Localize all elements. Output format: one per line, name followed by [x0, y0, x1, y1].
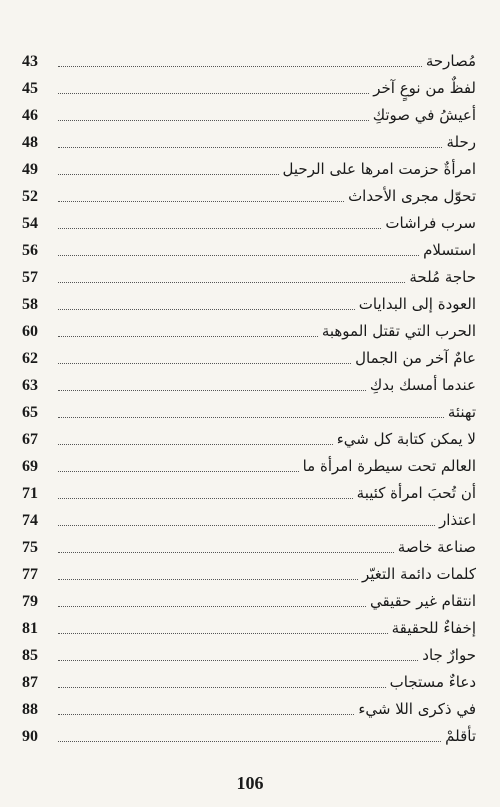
toc-entry — [22, 503, 476, 530]
toc-page-number: 60 — [22, 323, 38, 340]
dot-leader — [58, 741, 441, 742]
toc-title: كلمات دائمة التغيّر — [361, 565, 476, 583]
toc-title: استسلام — [423, 241, 476, 259]
dot-leader — [58, 282, 405, 283]
dot-leader — [58, 363, 351, 364]
toc-title: عندما أمسك بدكِ — [369, 376, 476, 394]
toc-entry — [22, 125, 476, 152]
toc-title: العودة إلى البدايات — [358, 295, 476, 313]
toc-page-number: 85 — [22, 647, 38, 664]
toc-title: مُصارحة — [425, 52, 476, 70]
toc-title: الحرب التي تقتل الموهبة — [321, 322, 476, 340]
toc-page-number: 45 — [22, 80, 38, 97]
toc-entry — [22, 476, 476, 503]
toc-entry — [22, 638, 476, 665]
dot-leader — [58, 525, 435, 526]
toc-entry — [22, 584, 476, 611]
toc-page-number: 56 — [22, 242, 38, 259]
toc-page-number: 90 — [22, 728, 38, 745]
toc-page-number: 87 — [22, 674, 38, 691]
toc-title: في ذكرى اللا شيء — [358, 700, 476, 718]
page-number: 106 — [236, 773, 264, 793]
toc-title: اعتذار — [439, 511, 476, 529]
toc-entry — [22, 179, 476, 206]
toc-title: تهنئة — [447, 403, 476, 421]
toc-entry — [22, 71, 476, 98]
toc-page-number: 58 — [22, 296, 38, 313]
toc-entry — [22, 287, 476, 314]
toc-entry — [22, 314, 476, 341]
toc-page-number: 52 — [22, 188, 38, 205]
toc-title: أن تُحبَ امرأة كئيبة — [356, 484, 476, 502]
dot-leader — [58, 93, 369, 94]
dot-leader — [58, 471, 299, 472]
toc-page-number: 43 — [22, 53, 38, 70]
toc-page-number: 65 — [22, 404, 38, 421]
toc-entry — [22, 341, 476, 368]
dot-leader — [58, 201, 344, 202]
toc-title: العالم تحت سيطرة امرأة ما — [302, 457, 476, 475]
dot-leader — [58, 120, 369, 121]
toc-title: حوارٌ جاد — [422, 646, 476, 664]
dot-leader — [58, 498, 353, 499]
toc-page-number: 54 — [22, 215, 38, 232]
toc-entry — [22, 152, 476, 179]
toc-entry — [22, 719, 476, 746]
toc-entry — [22, 368, 476, 395]
toc-page-number: 77 — [22, 566, 38, 583]
toc-entry — [22, 98, 476, 125]
toc-title: انتقام غير حقيقي — [370, 592, 476, 610]
toc-page-number: 71 — [22, 485, 38, 502]
toc-title: عامٌ آخر من الجمال — [355, 349, 476, 367]
toc-title: سرب فراشات — [385, 214, 476, 232]
dot-leader — [58, 147, 442, 148]
toc-page-number: 67 — [22, 431, 38, 448]
toc-page-number: 88 — [22, 701, 38, 718]
toc-entry — [22, 449, 476, 476]
dot-leader — [58, 174, 279, 175]
dot-leader — [58, 579, 358, 580]
toc-page-number: 79 — [22, 593, 38, 610]
toc-title: رحلة — [446, 133, 476, 151]
toc-entry — [22, 233, 476, 260]
toc-title: لفظٌ من نوعٍ آخر — [373, 79, 476, 97]
toc-page-number: 75 — [22, 539, 38, 556]
toc-entry — [22, 665, 476, 692]
toc-title: تأقلمْ — [445, 727, 476, 745]
toc-entry — [22, 557, 476, 584]
toc-title: لا يمكن كتابة كل شيء — [336, 430, 476, 448]
toc-page-number: 62 — [22, 350, 38, 367]
dot-leader — [58, 687, 386, 688]
toc-title: أعيشُ في صوتكِ — [372, 106, 476, 124]
toc-page-number: 74 — [22, 512, 38, 529]
toc-page-number: 57 — [22, 269, 38, 286]
dot-leader — [58, 390, 366, 391]
toc-page-number: 49 — [22, 161, 38, 178]
dot-leader — [58, 336, 318, 337]
toc-title: حاجة مُلحة — [409, 268, 476, 286]
toc-entry — [22, 44, 476, 71]
toc-entry — [22, 395, 476, 422]
toc-entry — [22, 260, 476, 287]
dot-leader — [58, 552, 394, 553]
dot-leader — [58, 66, 422, 67]
toc-entry — [22, 692, 476, 719]
dot-leader — [58, 660, 418, 661]
dot-leader — [58, 255, 419, 256]
toc-page-number: 63 — [22, 377, 38, 394]
toc-page-number: 81 — [22, 620, 38, 637]
toc-title: امرأةٌ حزمت امرها على الرحيل — [282, 160, 476, 178]
toc-page-number: 46 — [22, 107, 38, 124]
toc-entry — [22, 611, 476, 638]
dot-leader — [58, 228, 381, 229]
toc-title: دعاءٌ مستجاب — [389, 673, 476, 691]
toc-title: تحوّل مجرى الأحداث — [348, 187, 476, 205]
toc-entry — [22, 206, 476, 233]
toc-page-number: 69 — [22, 458, 38, 475]
toc-title: صناعة خاصة — [397, 538, 476, 556]
table-of-contents — [22, 44, 476, 746]
toc-title: إخفاءٌ للحقيقة — [391, 619, 476, 637]
dot-leader — [58, 606, 366, 607]
toc-entry — [22, 422, 476, 449]
dot-leader — [58, 633, 388, 634]
toc-page-number: 48 — [22, 134, 38, 151]
dot-leader — [58, 714, 354, 715]
dot-leader — [58, 444, 333, 445]
dot-leader — [58, 417, 444, 418]
dot-leader — [58, 309, 355, 310]
toc-entry — [22, 530, 476, 557]
